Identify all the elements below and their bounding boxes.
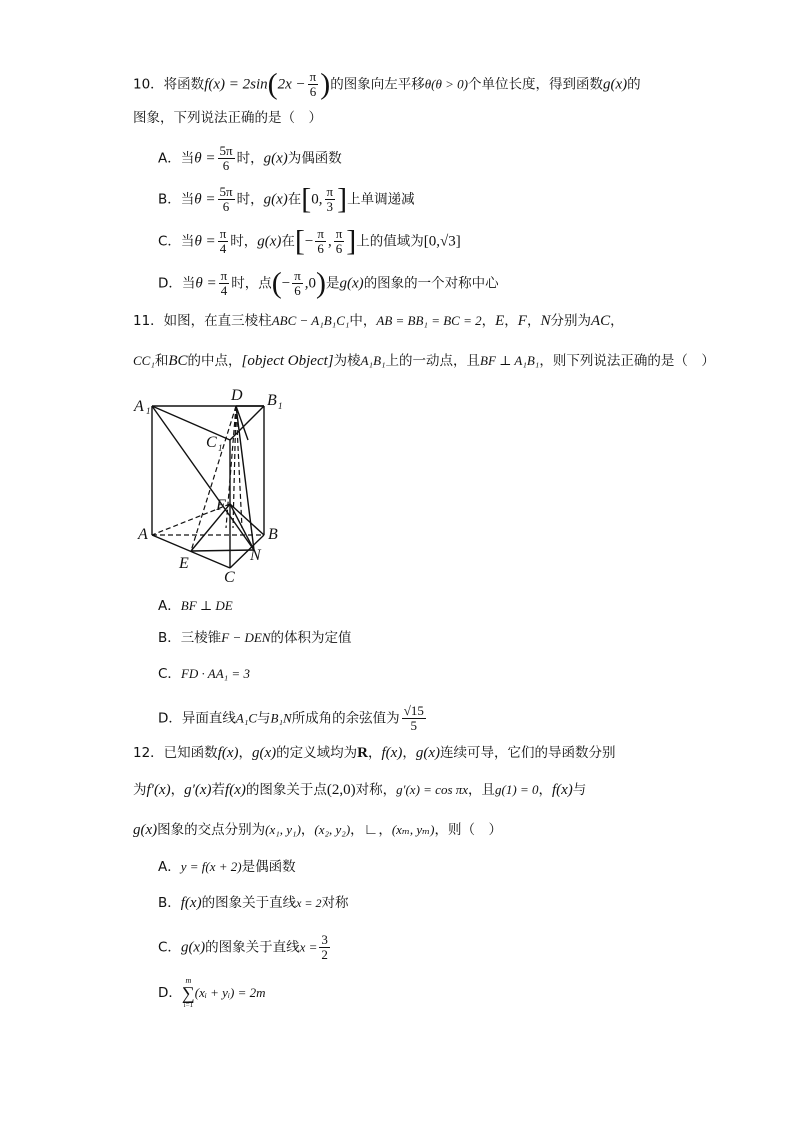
label-f: F [216, 497, 226, 514]
prism-edges [152, 406, 264, 568]
q12-option-d: D． m ∑ i=1 (xᵢ + yᵢ) = 2m [158, 976, 266, 1009]
q10-option-a: A．当θ = $\frac{5\pi}{6}$ 时，g(x)为偶函数 [158, 143, 342, 173]
q11-option-c: C．FD · AA₁ = 3 [158, 666, 250, 682]
label-e: E [179, 555, 189, 572]
q11-option-a: A．BF ⊥ DE [158, 598, 233, 614]
q10-stem-line1: 10．将函数f(x) = 2sin(2x − $\frac{\pi}{6}$ )的图象向左平移θ(θ > 0)个单位长度，得到函数g(x)的 [133, 67, 641, 101]
label-c: C [224, 569, 235, 586]
q12-stem-line1: 12．已知函数f(x)，g(x)的定义域均为R，f(x)，g(x)连续可导，它们的导函数分别 [133, 745, 616, 761]
prism-figure [130, 383, 290, 588]
label-b1: B [267, 392, 277, 409]
q11-option-b: B．三棱锥F − DEN的体积为定值 [158, 630, 352, 646]
label-a1-sub: 1 [146, 406, 151, 416]
q12-stem-line3: g(x)图象的交点分别为(x₁, y₁)，(x₂, y₂)，∟，(xₘ, yₘ)，则（ ） [133, 822, 502, 838]
q10-option-c: C．当θ = $\frac{\pi}{4}$ 时，g(x)在[− $\frac{\pi}{6}$ , $\frac{\pi}{6}$ ]上的值域为[0,√3] [158, 224, 461, 258]
q11-stem-line1: 11．如图，在直三棱柱ABC − A₁B₁C₁中，AB = BB₁ = BC = 2，E，F，N分别为AC， [133, 313, 624, 329]
q10-stem-line2: 图象，下列说法正确的是（ ） [133, 110, 322, 126]
label-a1: A [134, 398, 144, 415]
label-b1-sub: 1 [278, 401, 283, 411]
q10-option-d: D．当θ = $\frac{\pi}{4}$ 时，点(− $\frac{\pi}{6}$ ,0)是g(x)的图象的一个对称中心 [158, 266, 499, 300]
q12-option-b: B．f(x)的图象关于直线x = 2对称 [158, 895, 349, 911]
q11-stem-line2: CC₁和BC的中点，[object Object]为棱A₁B₁上的一动点，且BF ⊥ A₁B₁，则下列说法正确的是（ ） [133, 353, 715, 369]
q12-option-a: A．y = f(x + 2)是偶函数 [158, 859, 296, 875]
label-a: A [138, 526, 148, 543]
q11-option-d: D．异面直线A₁C与B₁N所成角的余弦值为 $\frac{√15}{5}$ [158, 703, 424, 733]
label-b: B [268, 526, 278, 543]
label-d: D [231, 387, 243, 404]
fraction: $\frac{\pi}{6}$ [309, 69, 317, 99]
label-c1: C [206, 434, 217, 451]
label-n: N [250, 547, 261, 564]
q12-stem-line2: 为f′(x)，g′(x)若f(x)的图象关于点(2,0)对称，g′(x) = cos πx，且g(1) = 0，f(x)与 [133, 782, 587, 798]
label-c1-sub: 1 [218, 443, 223, 453]
q12-option-c: C．g(x)的图象关于直线x = $\frac{3}{2}$ [158, 932, 328, 962]
q10-option-b: B．当θ = $\frac{5\pi}{6}$ 时，g(x)在[0, $\frac{\pi}{3}$ ]上单调递减 [158, 182, 415, 216]
prism-hidden-edges [152, 406, 264, 551]
summation-symbol: m ∑ i=1 [181, 976, 195, 1009]
